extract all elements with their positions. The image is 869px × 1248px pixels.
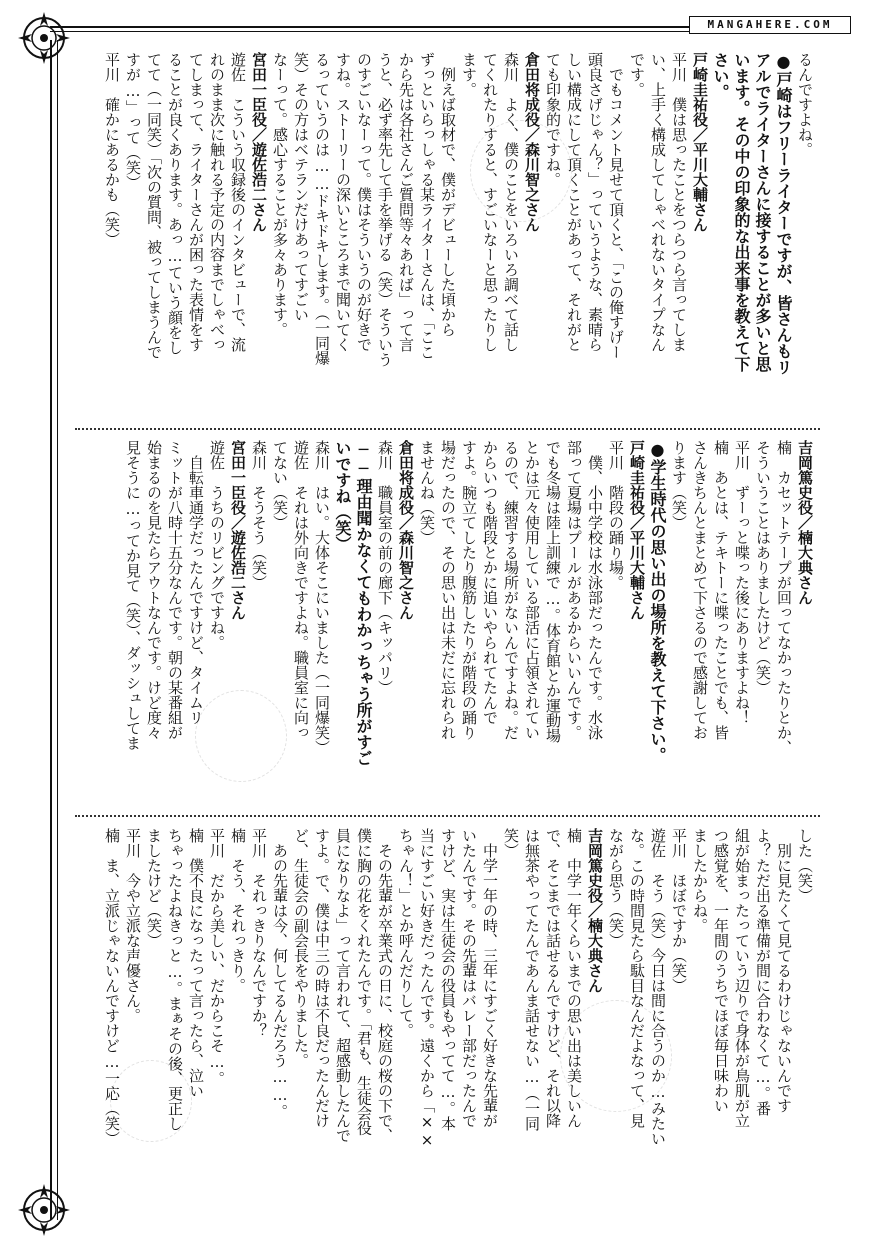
answer-line: 平川 今や立派な声優さん。 bbox=[124, 828, 142, 1023]
speaker-role-line: 戸崎圭祐役／平川大輔さん bbox=[628, 440, 646, 620]
answer-line: 森川 そうそう（笑） bbox=[250, 440, 268, 590]
answer-line: からいつも階段とかに追いやられてたんで bbox=[481, 440, 499, 725]
answer-line: 楠 カセットテープが回ってなかったりとか、 bbox=[775, 440, 793, 755]
answer-line: ながら思う（笑） bbox=[607, 828, 625, 948]
answer-line: あの先輩は今、何してるんだろう……。 bbox=[271, 828, 289, 1119]
answer-line: 遊佐 うちのリビングですね。 bbox=[208, 440, 226, 650]
interview-section-3 bbox=[70, 828, 815, 1200]
answer-line: 頭良さげじゃん？」っていうような、素晴ら bbox=[586, 52, 604, 352]
answer-line: で、そこまでは話せるんですけど、それ以降 bbox=[544, 828, 562, 1128]
answer-line: るので、練習する場所がないんですよね。だ bbox=[502, 440, 520, 740]
answer-line: 遊佐 こういう収録後のインタビューで、流 bbox=[229, 52, 247, 352]
question-line: ──理由聞かなくてもわかっちゃう所がすご bbox=[354, 440, 373, 766]
answer-line: 楠 あとは、テキトーに喋ったことでも、皆 bbox=[712, 440, 730, 740]
answer-line: ることが良くあります。あっ…ていう顔をし bbox=[166, 52, 184, 355]
answer-line: 組が始まったっていう辺りで身体が鳥肌が立 bbox=[733, 828, 751, 1128]
answer-line: 平川 それっきりなんですか？ bbox=[250, 828, 268, 1038]
answer-line: ちゃん！」とか呼んだりして。 bbox=[397, 828, 415, 1038]
answer-line: 森川 よく、僕のことをいろいろ調べて話し bbox=[502, 52, 520, 352]
speaker-role-line: 吉岡篤史役／楠大典さん bbox=[796, 440, 814, 605]
question-line: いですね（笑） bbox=[333, 440, 352, 552]
answer-line: 森川 はい。大体そこにいました（一同爆笑） bbox=[313, 440, 331, 755]
answer-line: るんですよね。 bbox=[796, 52, 814, 157]
answer-line: な。この時間見たら駄目なんだよなって、見 bbox=[628, 828, 646, 1128]
answer-line: ミットが八時十五分なんです。朝の某番組が bbox=[166, 440, 184, 740]
answer-line: は無茶やってたんであんま話せない…（一同 bbox=[523, 828, 541, 1131]
answer-line: とかは元々使用している部活に占領されてい bbox=[523, 440, 541, 740]
answer-line: 平川 確かにあるかも（笑） bbox=[103, 52, 121, 247]
answer-line: 平川 だから美しい、だからこそ…。 bbox=[208, 828, 226, 1086]
answer-line: 自転車通学だったんですけど、タイムリ bbox=[187, 440, 205, 725]
answer-line: てて（一同笑）「次の質問、被ってしまうんで bbox=[145, 52, 163, 360]
answer-line: すよ。で、僕は中三の時は不良だったんだけ bbox=[313, 828, 331, 1128]
answer-line: ます。 bbox=[460, 52, 478, 97]
answer-line: した（笑） bbox=[796, 828, 814, 903]
answer-line: てくれたりすると、すごいなーと思ったりし bbox=[481, 52, 499, 352]
answer-line: 笑）その方はベテランだけあってすごい bbox=[292, 52, 310, 322]
answer-line: ります（笑） bbox=[670, 440, 688, 530]
answer-line: 楠 中学一年くらいまでの思い出は美しいん bbox=[565, 828, 583, 1128]
answer-line: 見そうに…ってか見て（笑）、ダッシュしてま bbox=[124, 440, 142, 751]
answer-line: でも冬場は陸上訓練で…。体育館とか運動場 bbox=[544, 440, 562, 743]
answer-line: 中学一年の時、三年にすごく好きな先輩が bbox=[481, 828, 499, 1128]
answer-line: ましたからね。 bbox=[691, 828, 709, 933]
answer-line: 平川 僕は思ったことをつらつら言ってしま bbox=[670, 52, 688, 352]
question-line: います。その中の印象的な出来事を教えて下 bbox=[732, 52, 751, 372]
answer-line: 森川 職員室の前の廊下（キッパリ） bbox=[376, 440, 394, 695]
section-divider bbox=[75, 428, 820, 430]
question-line: ●学生時代の思い出の場所を教えて下さい。 bbox=[648, 440, 667, 763]
site-watermark: MANGAHERE.COM bbox=[689, 16, 851, 34]
answer-line: てない（笑） bbox=[271, 440, 289, 530]
answer-line: 当にすごい好きだったんです。遠くから「×× bbox=[418, 828, 436, 1149]
section-divider bbox=[75, 815, 820, 817]
answer-line: ずっといらっしゃる某ライターさんは、「ここ bbox=[418, 52, 436, 360]
answer-line: すが…」って（笑） bbox=[124, 52, 142, 190]
ornament-bottom-corner-icon bbox=[14, 1180, 74, 1240]
answer-line: すね。ストーリーの深いところまで聞いてく bbox=[334, 52, 352, 352]
answer-line: 楠 ま、立派じゃないんですけど…一応（笑） bbox=[103, 828, 121, 1146]
answer-line: 平川 ずーっと喋った後にありますよね！ bbox=[733, 440, 751, 725]
ornament-top-corner-icon bbox=[14, 8, 74, 68]
answer-line: そういうことはありましたけど（笑） bbox=[754, 440, 772, 695]
frame-left-inner-border bbox=[57, 40, 58, 1220]
answer-line: い、上手く構成してしゃべれないタイプなん bbox=[649, 52, 667, 352]
answer-line: 楠 僕不良になったって言ったら、泣い bbox=[187, 828, 205, 1098]
answer-line: よ？ただ出る準備が間に合わなくて…。番 bbox=[754, 828, 772, 1116]
answer-line: です。 bbox=[628, 52, 646, 97]
answer-line: 例えば取材で、僕がデビューした頃から bbox=[439, 52, 457, 337]
answer-line: 笑） bbox=[502, 828, 520, 858]
speaker-role-line: 戸崎圭祐役／平川大輔さん bbox=[691, 52, 709, 232]
answer-line: 員になりなよ」って言われて、超感動したんで bbox=[334, 828, 352, 1143]
answer-line: てしまって、ライターさんが困った表情をす bbox=[187, 52, 205, 352]
answer-line: 遊佐 そう（笑）今日は間に合うのか…みたい bbox=[649, 828, 667, 1146]
answer-line: 楠 そう、それっきり。 bbox=[229, 828, 247, 993]
question-line: アルでライターさんに接することが多いと思 bbox=[753, 52, 772, 372]
answer-line: 部って夏場はプールがあるからいいんです。 bbox=[565, 440, 583, 740]
question-line: ●戸崎はフリーライターですが、皆さんもリ bbox=[774, 52, 793, 375]
interview-section-1 bbox=[70, 52, 815, 420]
answer-line: なーって。感心することが多々あります。 bbox=[271, 52, 289, 337]
answer-line: ど、生徒会の副会長をやりました。 bbox=[292, 828, 310, 1068]
answer-line: 始まるのを見たらアウトなんです。けど度々 bbox=[145, 440, 163, 740]
answer-line: 場だったので、その思い出は未だに忘れられ bbox=[439, 440, 457, 740]
answer-line: から先は各社さんご質問等々あれば」って言 bbox=[397, 52, 415, 352]
answer-line: 僕、小中学校は水泳部だったんです。水泳 bbox=[586, 440, 604, 740]
answer-line: ても印象的ですね。 bbox=[544, 52, 562, 187]
speaker-role-line: 宮田一臣役／遊佐浩二さん bbox=[229, 440, 247, 620]
answer-line: 平川 ほぼですか（笑） bbox=[670, 828, 688, 993]
frame-left-border bbox=[50, 40, 52, 1220]
question-line: さい。 bbox=[711, 52, 730, 100]
interview-section-2 bbox=[70, 440, 815, 808]
answer-line: 平川 階段の踊り場。 bbox=[607, 440, 625, 590]
answer-line: のすごいなーって。僕はそういうのが好きで bbox=[355, 52, 373, 352]
answer-line: 遊佐 それは外向きですよね。職員室に向っ bbox=[292, 440, 310, 740]
answer-line: つ感覚を、一年間のうちでほぼ毎日味わい bbox=[712, 828, 730, 1113]
answer-line: しい構成にして頂くことがあって、それがと bbox=[565, 52, 583, 352]
answer-line: 別に見たくて見てるわけじゃないんです bbox=[775, 828, 793, 1113]
answer-line: でもコメント見せて頂くと、「この俺すげー bbox=[607, 52, 625, 360]
answer-line: るっていうのは……ドキドキします。（一同爆 bbox=[313, 52, 331, 366]
answer-line: さんきちんとまとめて下さるので感謝してお bbox=[691, 440, 709, 740]
speaker-role-line: 倉田将成役／森川智之さん bbox=[523, 52, 541, 232]
answer-line: ましたけど（笑） bbox=[145, 828, 163, 948]
answer-line: うと、必ず率先して手を挙げる（笑）そういう bbox=[376, 52, 394, 367]
answer-line: いたんです。その先輩はバレー部だったんで bbox=[460, 828, 478, 1128]
speaker-role-line: 宮田一臣役／遊佐浩二さん bbox=[250, 52, 268, 232]
answer-line: すよ。腕立てしたり腹筋したりが階段の踊り bbox=[460, 440, 478, 740]
answer-line: ませんね（笑） bbox=[418, 440, 436, 545]
speaker-role-line: 倉田将成役／森川智之さん bbox=[397, 440, 415, 620]
answer-line: その先輩が卒業式の日に、校庭の桜の下で、 bbox=[376, 828, 394, 1143]
speaker-role-line: 吉岡篤史役／楠大典さん bbox=[586, 828, 604, 993]
answer-line: れのまま次に触れる予定の内容までしゃべっ bbox=[208, 52, 226, 352]
answer-line: すけど、実は生徒会の役員もやってて…。本 bbox=[439, 828, 457, 1131]
answer-line: 僕に胸の花をくれたんです。「君も、生徒会役 bbox=[355, 828, 373, 1136]
answer-line: ちゃったよねきっと…。まぁその後、更正し bbox=[166, 828, 184, 1131]
